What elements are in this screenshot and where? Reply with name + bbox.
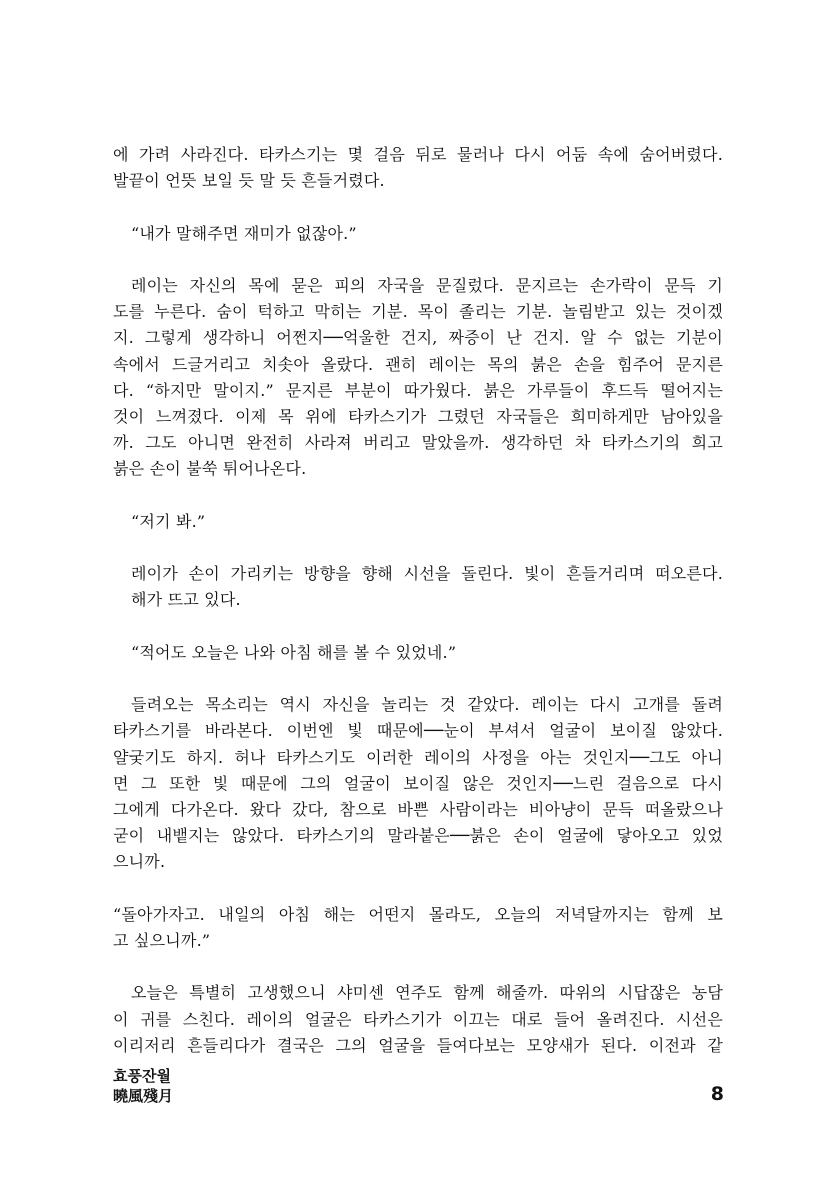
footer-title-hanja: 曉風殘月 <box>113 1087 174 1105</box>
body-text <box>113 142 723 1059</box>
text-line: 이리저리 흔들리다가 결국은 그의 얼굴을 들여다보는 모양새가 된다. 이전과 같 <box>113 1035 723 1055</box>
text-line: 으니까. <box>113 852 166 872</box>
footer-title <box>113 1066 173 1106</box>
page-number: 8 <box>710 1083 724 1105</box>
dialogue-line: 고 싶으니까.” <box>113 930 211 950</box>
dialogue-line: “내가 말해주면 재미가 없잖아.” <box>131 223 357 243</box>
paragraph-gap <box>113 535 723 561</box>
text-line: 그에게 다가온다. 왔다 갔다, 참으로 바쁜 사람이라는 비아냥이 문득 떠올랐으나 <box>113 799 723 819</box>
dialogue-line: “돌아가자고. 내일의 아침 해는 어떤지 몰라도, 오늘의 저녁달까지는 함께 보 <box>113 904 723 924</box>
text-line: 에 가려 사라진다. 타카스기는 몇 걸음 뒤로 물러나 다시 어둠 속에 숨어버렸다. <box>113 145 723 164</box>
text-line: 레이는 자신의 목에 묻은 피의 자국을 문질렀다. 문지르는 손가락이 문득 기 <box>131 275 723 295</box>
text-line: 굳이 내뱉지는 않았다. 타카스기의 말라붙은──붉은 손이 얼굴에 닿아오고 있었 <box>113 826 723 846</box>
paragraph-gap <box>113 614 723 640</box>
text-line: 까. 그도 아니면 완전히 사라져 버리고 말았을까. 생각하던 차 타카스기의 희고 <box>113 433 723 453</box>
text-line: 발끝이 언뜻 보일 듯 말 듯 흔들거렸다. <box>113 171 385 191</box>
dialogue-line: “저기 봐.” <box>131 511 206 531</box>
text-line: 이 귀를 스친다. 레이의 얼굴은 타카스기가 이끄는 대로 들어 올려진다. 시선은 <box>113 1009 723 1029</box>
text-line: 속에서 드글거리고 치솟아 올랐다. 괜히 레이는 목의 붉은 손을 힘주어 문지른 <box>113 354 723 374</box>
text-line: 타카스기를 바라본다. 이번엔 빛 때문에──눈이 부셔서 얼굴이 보이질 않았다. <box>113 721 723 741</box>
text-line: 오늘은 특별히 고생했으니 샤미센 연주도 함께 해줄까. 따위의 시답잖은 농담 <box>131 983 723 1003</box>
paragraph-gap <box>113 876 723 902</box>
footer-title-korean: 효풍잔월 <box>113 1067 171 1085</box>
text-line: 다. “하지만 말이지.” 문지른 부분이 따가웠다. 붉은 가루들이 후드득 떨어지는 <box>113 380 723 400</box>
text-line: 얄궂기도 하지. 허나 타카스기도 이러한 레이의 사정을 아는 것인지──그도 아니 <box>113 747 723 767</box>
text-line: 도를 누른다. 숨이 턱하고 막히는 기분. 목이 졸리는 기분. 놀림받고 있는 것이겠 <box>113 302 723 322</box>
text-line: 면 그 또한 빛 때문에 그의 얼굴이 보이질 않은 것인지──느린 걸음으로 다시 <box>113 773 723 793</box>
text-line: 것이 느껴졌다. 이제 목 위에 타카스기가 그렸던 자국들은 희미하게만 남아있을 <box>113 407 723 426</box>
paragraph-gap <box>113 483 723 509</box>
text-line: 해가 뜨고 있다. <box>131 590 241 610</box>
text-line: 붉은 손이 불쑥 튀어나온다. <box>113 459 307 479</box>
paragraph-gap <box>113 194 723 220</box>
paragraph-gap <box>113 666 723 692</box>
paragraph-gap <box>113 954 723 980</box>
dialogue-line: “적어도 오늘은 나와 아침 해를 볼 수 있었네.” <box>131 642 457 662</box>
text-line: 레이가 손이 가리키는 방향을 향해 시선을 돌린다. 빛이 흔들거리며 떠오른다. <box>131 564 723 584</box>
text-line: 지. 그렇게 생각하니 어쩐지──억울한 건지, 짜증이 난 건지. 알 수 없는 기분이 <box>113 328 723 348</box>
text-line: 들려오는 목소리는 역시 자신을 놀리는 것 같았다. 레이는 다시 고개를 돌려 <box>131 695 723 715</box>
paragraph-gap <box>113 247 723 273</box>
